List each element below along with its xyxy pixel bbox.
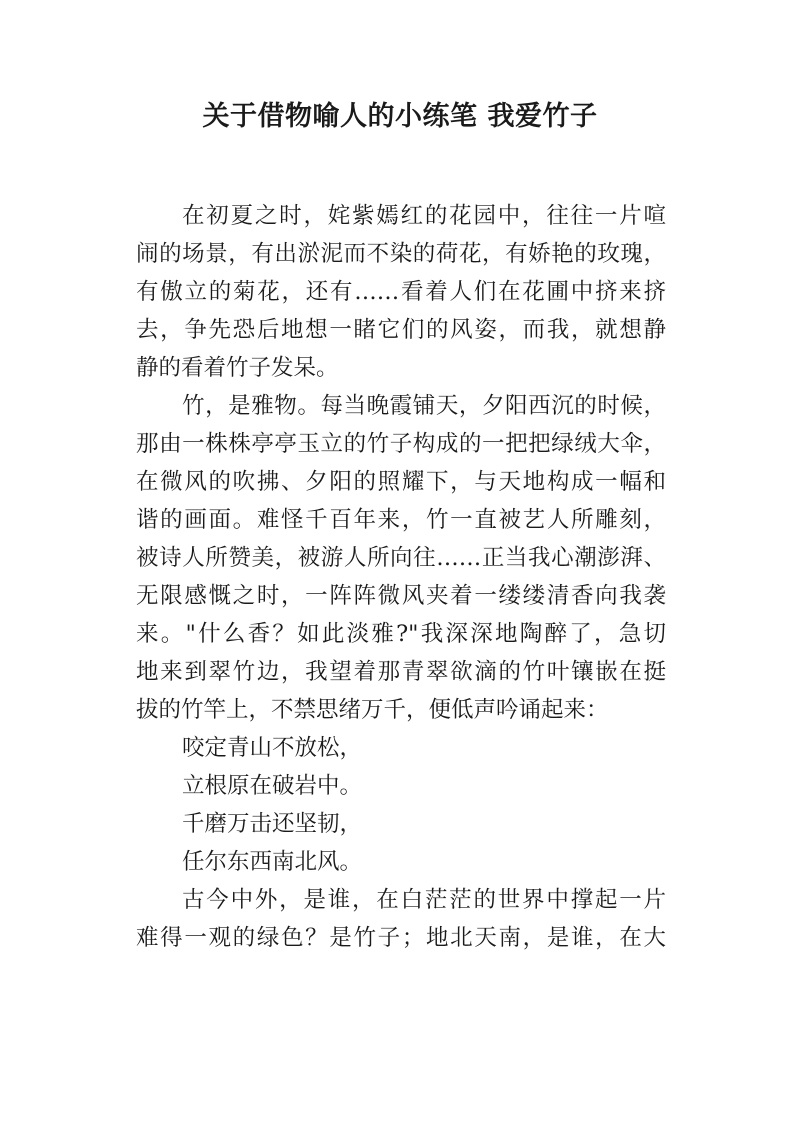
document-body [136,197,666,957]
paragraph-line: 闹的场景，有出淤泥而不染的荷花，有娇艳的玫瑰， [136,241,666,267]
paragraph-line: 静的看着竹子发呆。 [136,355,339,381]
paragraph-line: 在初夏之时，姹紫嫣红的花园中，往往一片喧 [182,203,666,229]
paragraph-line: 地来到翠竹边，我望着那青翠欲滴的竹叶镶嵌在挺 [136,659,666,685]
paragraph-line: 谐的画面。难怪千百年来，竹一直被艺人所雕刻， [136,507,666,533]
paragraph-line: 来。"什么香？如此淡雅?"我深深地陶醉了，急切 [136,621,666,647]
paragraph-line: 竹，是雅物。每当晚霞铺天，夕阳西沉的时候， [182,393,666,419]
document-title: 关于借物喻人的小练笔 我爱竹子 [202,101,598,132]
paragraph-line: 拔的竹竿上，不禁思绪万千，便低声吟诵起来： [136,697,609,723]
poem-line: 立根原在破岩中。 [182,773,363,799]
poem-line: 咬定青山不放松， [182,735,363,761]
paragraph-line: 那由一株株亭亭玉立的竹子构成的一把把绿绒大伞， [136,431,666,457]
paragraph-line: 在微风的吹拂、夕阳的照耀下，与天地构成一幅和 [136,469,666,495]
paragraph-line: 无限感慨之时，一阵阵微风夹着一缕缕清香向我袭 [136,583,666,609]
paragraph-line: 被诗人所赞美，被游人所向往……正当我心潮澎湃、 [136,545,666,571]
paragraph-line: 去，争先恐后地想一睹它们的风姿，而我，就想静 [136,317,666,343]
paragraph-line: 难得一观的绿色？是竹子；地北天南，是谁，在大 [136,925,666,951]
poem-line: 任尔东西南北风。 [182,849,363,875]
poem-line: 千磨万击还坚韧， [182,811,363,837]
paragraph-line: 有傲立的菊花，还有……看着人们在花圃中挤来挤 [136,279,666,305]
paragraph-line: 古今中外，是谁，在白茫茫的世界中撑起一片 [182,887,666,913]
